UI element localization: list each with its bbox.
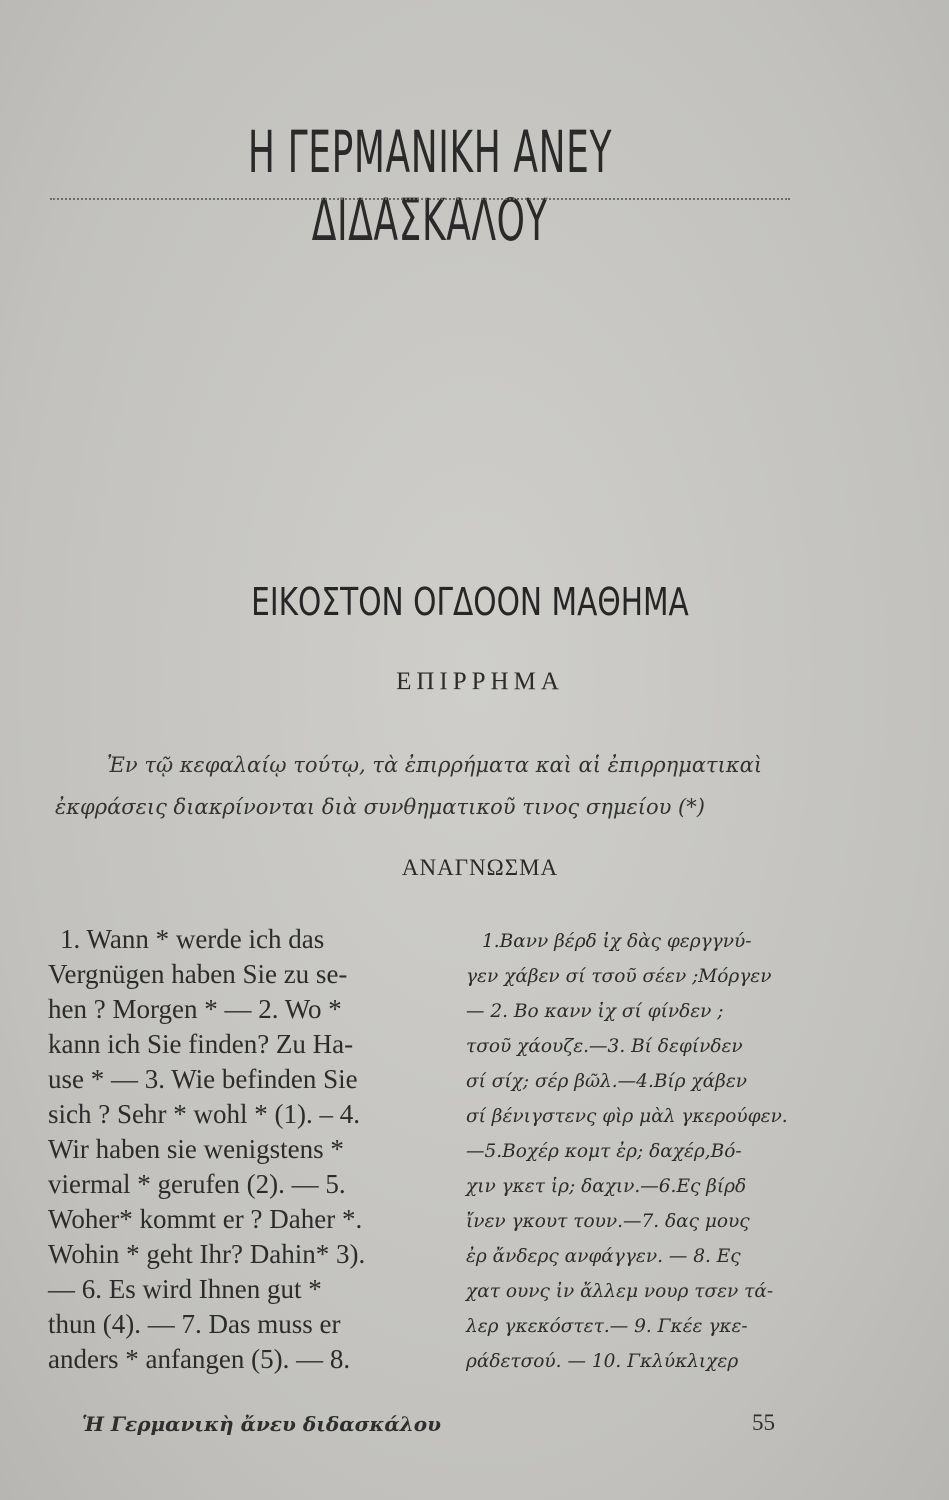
pronunciation-line: τσοῦ χάουζε.—3. Βί δεφίνδεν [466, 1036, 743, 1057]
pronunciation-line: — 2. Βο κανν ἰχ σί φίνδεν ; [466, 1001, 724, 1022]
intro-paragraph [55, 744, 855, 828]
pronunciation-line: ἐρ ἄνδερς ανφάγγεν. — 8. Ες [466, 1246, 741, 1267]
pronunciation-line: χατ ουνς ἰν ἄλλεμ νουρ τσεν τά- [466, 1281, 774, 1302]
pronunciation-line: ράδετσού. — 10. Γκλύκλιχερ [466, 1351, 739, 1372]
section-heading: ΕΠΙΡΡΗΜΑ [396, 668, 564, 695]
german-line: Woher* kommt er ? Daher *. [48, 1204, 363, 1234]
german-line: anders * anfangen (5). — 8. [48, 1344, 351, 1374]
german-line: kann ich Sie finden? Zu Ha- [48, 1029, 354, 1059]
lesson-title: ΕΙΚΟΣΤΟΝ ΟΓΔΟΟΝ ΜΑΘΗΜΑ [251, 580, 689, 624]
german-line: — 6. Es wird Ihnen gut * [48, 1274, 322, 1304]
german-line: thun (4). — 7. Das muss er [48, 1309, 341, 1339]
reading-heading: ΑΝΑΓΝΩΣΜΑ [401, 855, 559, 880]
pronunciation-line: σί βένιγστενς φὶρ μὰλ γκερούφεν. [466, 1106, 788, 1127]
german-line: Wohin * geht Ihr? Dahin* 3). [48, 1239, 366, 1269]
title-rule [50, 198, 790, 204]
pronunciation-line: —5.Βοχέρ κομτ ἐρ; δαχέρ,Βό- [466, 1141, 742, 1162]
german-line: sich ? Sehr * wohl * (1). – 4. [48, 1099, 360, 1129]
page-number: 55 [752, 1410, 775, 1435]
german-line: Vergnügen haben Sie zu se- [48, 959, 348, 989]
pronunciation-line: λερ γκεκόστετ.— 9. Γκέε γκε- [466, 1316, 748, 1337]
running-title: Η ΓΕΡΜΑΝΙΚΗ ΑΝΕΥ ΔΙΔΑΣΚΑΛΟΥ [247, 118, 613, 254]
footer-title: Ἡ Γερμανικὴ ἄνευ διδασκάλου [82, 1412, 441, 1436]
german-line: use * — 3. Wie befinden Sie [48, 1064, 358, 1094]
intro-line: Ἐν τῷ κεφαλαίῳ τούτῳ, τὰ ἐπιρρήματα καὶ αἱ ἐπιρρηματικαὶ [107, 753, 763, 777]
pronunciation-line: 1.Βανν βέρδ ἰχ δὰς φεργγνύ- [482, 931, 752, 952]
german-line: viermal * gerufen (2). — 5. [48, 1169, 346, 1199]
pronunciation-line: σί σίχ; σέρ βῶλ.—4.Βίρ χάβεν [466, 1071, 747, 1092]
pronunciation-line: ἴνεν γκουτ τουν.—7. δας μους [466, 1211, 750, 1232]
german-line: hen ? Morgen * — 2. Wo * [48, 994, 342, 1024]
pronunciation-column [466, 924, 866, 1379]
german-text-column [48, 922, 448, 1377]
pronunciation-line: γεν χάβεν σί τσοῦ σέεν ;Μόργεν [466, 966, 772, 987]
german-line: 1. Wann * werde ich das [60, 924, 325, 954]
intro-line: ἐκφράσεις διακρίνονται διὰ συνθηματικοῦ τινος σημείου (*) [55, 795, 705, 819]
pronunciation-line: χιν γκετ ἱρ; δαχιν.—6.Ες βίρδ [466, 1176, 747, 1197]
german-line: Wir haben sie wenigstens * [48, 1134, 344, 1164]
